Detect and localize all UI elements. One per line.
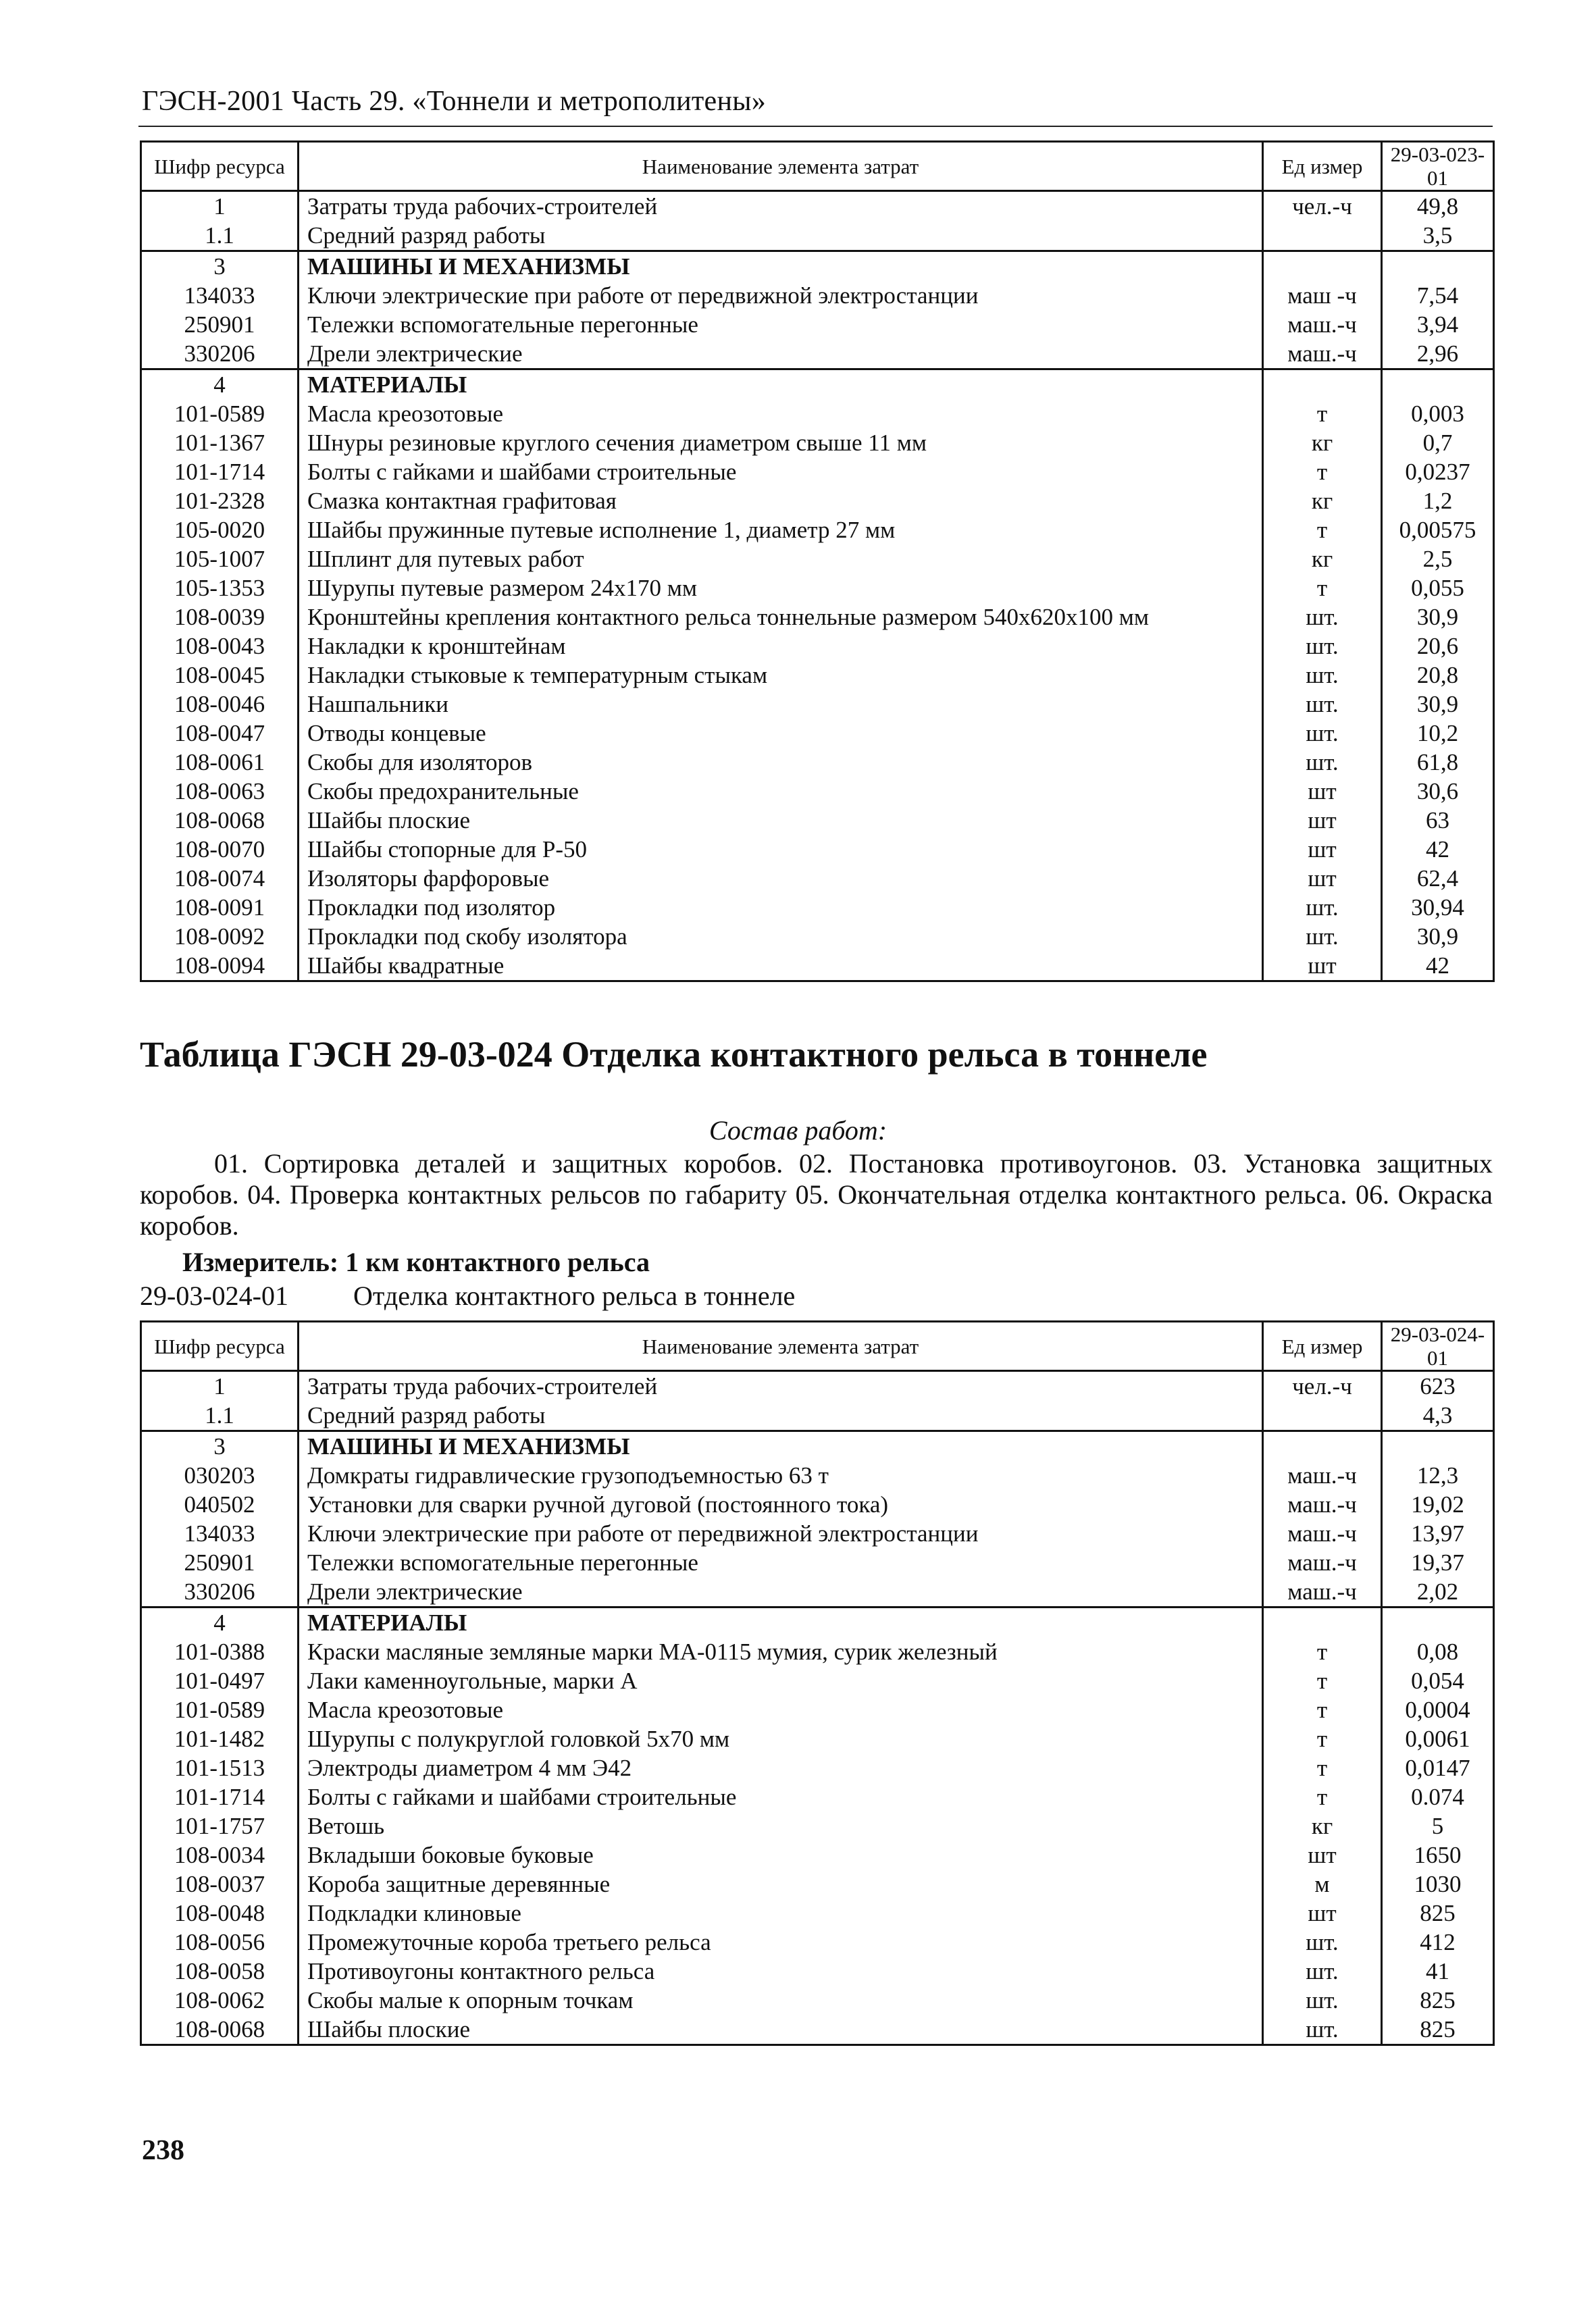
column-header-name: Наименование элемента затрат xyxy=(299,142,1263,191)
resource-norm xyxy=(1382,1608,1494,1638)
resource-norm: 825 xyxy=(1382,2015,1494,2045)
resource-norm: 42 xyxy=(1382,951,1494,981)
resource-code: 108-0056 xyxy=(141,1928,299,1957)
table-row xyxy=(141,951,1494,981)
resource-unit: шт. xyxy=(1263,602,1382,632)
resource-norm: 4,3 xyxy=(1382,1401,1494,1431)
resource-name: Ветошь xyxy=(299,1811,1263,1841)
resource-name: Смазка контактная графитовая xyxy=(299,486,1263,515)
resource-norm: 5 xyxy=(1382,1811,1494,1841)
column-header-code: Шифр ресурса xyxy=(141,1322,299,1371)
resource-norm: 623 xyxy=(1382,1371,1494,1402)
resource-unit: маш.-ч xyxy=(1263,339,1382,369)
resource-norm: 0,0147 xyxy=(1382,1753,1494,1782)
table-row xyxy=(141,1870,1494,1899)
resource-unit: шт. xyxy=(1263,1928,1382,1957)
resource-name: Болты с гайками и шайбами строительные xyxy=(299,457,1263,486)
resource-code: 108-0070 xyxy=(141,835,299,864)
resource-name: Подкладки клиновые xyxy=(299,1899,1263,1928)
resource-code: 101-2328 xyxy=(141,486,299,515)
column-header-name: Наименование элемента затрат xyxy=(299,1322,1263,1371)
resource-name: Средний разряд работы xyxy=(299,221,1263,251)
resource-norm: 0,08 xyxy=(1382,1637,1494,1666)
resource-code: 108-0094 xyxy=(141,951,299,981)
resource-unit: шт xyxy=(1263,806,1382,835)
resource-norm: 0,0061 xyxy=(1382,1724,1494,1753)
resource-norm: 412 xyxy=(1382,1928,1494,1957)
resource-norm: 0,054 xyxy=(1382,1666,1494,1695)
resource-norm: 20,8 xyxy=(1382,661,1494,690)
table-row xyxy=(141,544,1494,573)
resource-name: МАШИНЫ И МЕХАНИЗМЫ xyxy=(299,251,1263,282)
resource-unit: шт. xyxy=(1263,748,1382,777)
resource-unit: кг xyxy=(1263,544,1382,573)
resource-norm: 0,055 xyxy=(1382,573,1494,602)
table-row xyxy=(141,1371,1494,1402)
resource-norm: 12,3 xyxy=(1382,1461,1494,1490)
resource-code: 330206 xyxy=(141,1577,299,1608)
table-row xyxy=(141,1811,1494,1841)
resource-code: 134033 xyxy=(141,281,299,310)
table-row xyxy=(141,1782,1494,1811)
resource-name: Прокладки под изолятор xyxy=(299,893,1263,922)
resource-norm: 30,9 xyxy=(1382,922,1494,951)
column-header-norm: 29-03-023-01 xyxy=(1382,142,1494,191)
resource-code: 108-0034 xyxy=(141,1841,299,1870)
resource-unit: т xyxy=(1263,1724,1382,1753)
resource-unit: шт xyxy=(1263,864,1382,893)
resource-unit: маш.-ч xyxy=(1263,1461,1382,1490)
resource-code: 4 xyxy=(141,1608,299,1638)
resource-unit xyxy=(1263,1431,1382,1462)
resource-norm: 825 xyxy=(1382,1986,1494,2015)
table-row xyxy=(141,1957,1494,1986)
table-header-row xyxy=(141,1322,1494,1371)
resource-name: Тележки вспомогательные перегонные xyxy=(299,1548,1263,1577)
resource-name: МАШИНЫ И МЕХАНИЗМЫ xyxy=(299,1431,1263,1462)
resource-norm: 1650 xyxy=(1382,1841,1494,1870)
resource-code: 108-0074 xyxy=(141,864,299,893)
resource-name: Ключи электрические при работе от передвижной электростанции xyxy=(299,281,1263,310)
table-row xyxy=(141,1577,1494,1608)
table-row xyxy=(141,1724,1494,1753)
resource-unit: маш.-ч xyxy=(1263,310,1382,339)
resource-unit: шт xyxy=(1263,1899,1382,1928)
resource-unit: шт. xyxy=(1263,1957,1382,1986)
resource-unit: шт. xyxy=(1263,719,1382,748)
resource-unit: т xyxy=(1263,457,1382,486)
table-row xyxy=(141,835,1494,864)
resource-norm: 2,5 xyxy=(1382,544,1494,573)
resource-norm: 1030 xyxy=(1382,1870,1494,1899)
table-row xyxy=(141,281,1494,310)
table-row xyxy=(141,486,1494,515)
resource-code: 108-0045 xyxy=(141,661,299,690)
table-header-row xyxy=(141,142,1494,191)
table-row xyxy=(141,1753,1494,1782)
resource-norm: 20,6 xyxy=(1382,632,1494,661)
resource-name: Масла креозотовые xyxy=(299,1695,1263,1724)
resource-code: 108-0092 xyxy=(141,922,299,951)
table-row xyxy=(141,893,1494,922)
table-row xyxy=(141,1431,1494,1462)
resource-code: 1 xyxy=(141,1371,299,1402)
resource-name: Дрели электрические xyxy=(299,1577,1263,1608)
resource-unit: т xyxy=(1263,573,1382,602)
resource-name: Шайбы плоские xyxy=(299,806,1263,835)
table-row xyxy=(141,1928,1494,1957)
resource-code: 101-1482 xyxy=(141,1724,299,1753)
table-row xyxy=(141,191,1494,222)
table-row xyxy=(141,922,1494,951)
resource-unit: чел.-ч xyxy=(1263,1371,1382,1402)
composition-heading: Состав работ: xyxy=(709,1115,887,1146)
resource-code: 250901 xyxy=(141,1548,299,1577)
table-row xyxy=(141,602,1494,632)
table-row xyxy=(141,1899,1494,1928)
resource-name: Промежуточные короба третьего рельса xyxy=(299,1928,1263,1957)
table-row xyxy=(141,632,1494,661)
column-header-code: Шифр ресурса xyxy=(141,142,299,191)
table-row xyxy=(141,310,1494,339)
resource-name: Шайбы плоские xyxy=(299,2015,1263,2045)
resource-name: МАТЕРИАЛЫ xyxy=(299,1608,1263,1638)
page-header: ГЭСН-2001 Часть 29. «Тоннели и метрополитены» xyxy=(142,86,767,117)
resource-name: Скобы предохранительные xyxy=(299,777,1263,806)
resource-code: 4 xyxy=(141,369,299,400)
resource-unit: м xyxy=(1263,1870,1382,1899)
table-row xyxy=(141,777,1494,806)
resource-code: 108-0091 xyxy=(141,893,299,922)
composition-text: 01. Сортировка деталей и защитных коробов. 02. Постановка противоугонов. 03. Установка защитных коробов. 04. Проверка контактных рельсов по габариту 05. Окончательная отделка контактного рельса. 06. Окраска коробов. xyxy=(140,1148,1493,1241)
resource-unit: т xyxy=(1263,1782,1382,1811)
resource-norm: 0,0004 xyxy=(1382,1695,1494,1724)
resource-unit: шт xyxy=(1263,1841,1382,1870)
resource-norm: 13,97 xyxy=(1382,1519,1494,1548)
table-row xyxy=(141,1519,1494,1548)
resource-code: 101-0589 xyxy=(141,1695,299,1724)
resource-norm: 30,9 xyxy=(1382,690,1494,719)
resource-unit: шт. xyxy=(1263,690,1382,719)
resource-name: Шайбы пружинные путевые исполнение 1, диаметр 27 мм xyxy=(299,515,1263,544)
table-row xyxy=(141,251,1494,282)
table-row xyxy=(141,1608,1494,1638)
resource-norm xyxy=(1382,1431,1494,1462)
resource-code: 108-0046 xyxy=(141,690,299,719)
table-row xyxy=(141,2015,1494,2045)
resource-name: Кронштейны крепления контактного рельса тоннельные размером 540х620х100 мм xyxy=(299,602,1263,632)
resource-code: 1 xyxy=(141,191,299,222)
table-row xyxy=(141,1637,1494,1666)
resource-unit: шт. xyxy=(1263,661,1382,690)
resource-norm: 1,2 xyxy=(1382,486,1494,515)
resource-name: Накладки стыковые к температурным стыкам xyxy=(299,661,1263,690)
resource-name: Болты с гайками и шайбами строительные xyxy=(299,1782,1263,1811)
resource-name: Электроды диаметром 4 мм Э42 xyxy=(299,1753,1263,1782)
resource-norm: 63 xyxy=(1382,806,1494,835)
resource-norm: 19,37 xyxy=(1382,1548,1494,1577)
table-row xyxy=(141,457,1494,486)
resource-name: Короба защитные деревянные xyxy=(299,1870,1263,1899)
table-row xyxy=(141,1401,1494,1431)
table-row xyxy=(141,719,1494,748)
table-row xyxy=(141,1490,1494,1519)
resource-code: 250901 xyxy=(141,310,299,339)
resource-name: Противоугоны контактного рельса xyxy=(299,1957,1263,1986)
table-row xyxy=(141,369,1494,400)
resource-code: 134033 xyxy=(141,1519,299,1548)
resource-norm: 0,7 xyxy=(1382,428,1494,457)
resource-code: 040502 xyxy=(141,1490,299,1519)
resource-code: 108-0048 xyxy=(141,1899,299,1928)
resource-code: 3 xyxy=(141,1431,299,1462)
resource-norm: 30,6 xyxy=(1382,777,1494,806)
resource-norm: 2,02 xyxy=(1382,1577,1494,1608)
resource-norm: 0,00575 xyxy=(1382,515,1494,544)
resource-norm: 0,003 xyxy=(1382,399,1494,428)
table-row xyxy=(141,1986,1494,2015)
resource-code: 108-0068 xyxy=(141,806,299,835)
resource-name: Затраты труда рабочих-строителей xyxy=(299,1371,1263,1402)
resource-code: 108-0062 xyxy=(141,1986,299,2015)
resource-norm: 0,0237 xyxy=(1382,457,1494,486)
resource-code: 030203 xyxy=(141,1461,299,1490)
table-row xyxy=(141,399,1494,428)
resource-unit: шт. xyxy=(1263,922,1382,951)
resource-code: 108-0058 xyxy=(141,1957,299,1986)
resource-name: Тележки вспомогательные перегонные xyxy=(299,310,1263,339)
resource-name: Изоляторы фарфоровые xyxy=(299,864,1263,893)
table-row xyxy=(141,806,1494,835)
resource-code: 108-0037 xyxy=(141,1870,299,1899)
table-body xyxy=(141,191,1494,981)
resource-name: Установки для сварки ручной дуговой (постоянного тока) xyxy=(299,1490,1263,1519)
resource-unit: шт xyxy=(1263,951,1382,981)
table-row xyxy=(141,1695,1494,1724)
resource-unit xyxy=(1263,369,1382,400)
resource-unit: маш.-ч xyxy=(1263,1577,1382,1608)
resource-unit: маш.-ч xyxy=(1263,1490,1382,1519)
resource-name: Шурупы путевые размером 24х170 мм xyxy=(299,573,1263,602)
table-body xyxy=(141,1371,1494,2045)
resource-norm: 49,8 xyxy=(1382,191,1494,222)
page-number: 238 xyxy=(142,2135,184,2166)
resource-name: Средний разряд работы xyxy=(299,1401,1263,1431)
resource-name: Шплинт для путевых работ xyxy=(299,544,1263,573)
norm-reference xyxy=(140,1280,795,1312)
table-row xyxy=(141,748,1494,777)
resource-code: 101-1757 xyxy=(141,1811,299,1841)
table-row xyxy=(141,428,1494,457)
resource-norm: 61,8 xyxy=(1382,748,1494,777)
resource-code: 1.1 xyxy=(141,221,299,251)
norm-name: Отделка контактного рельса в тоннеле xyxy=(353,1281,796,1311)
resource-code: 3 xyxy=(141,251,299,282)
section-title: Таблица ГЭСН 29-03-024 Отделка контактного рельса в тоннеле xyxy=(140,1034,1208,1075)
resource-name: МАТЕРИАЛЫ xyxy=(299,369,1263,400)
resource-code: 108-0047 xyxy=(141,719,299,748)
resource-name: Затраты труда рабочих-строителей xyxy=(299,191,1263,222)
resource-norm: 3,5 xyxy=(1382,221,1494,251)
resource-unit: т xyxy=(1263,515,1382,544)
column-header-unit: Ед измер xyxy=(1263,1322,1382,1371)
resource-code: 330206 xyxy=(141,339,299,369)
resource-code: 101-1513 xyxy=(141,1753,299,1782)
norm-code: 29-03-024-01 xyxy=(140,1281,288,1311)
resource-norm: 7,54 xyxy=(1382,281,1494,310)
resource-unit: маш.-ч xyxy=(1263,1548,1382,1577)
resource-unit: шт. xyxy=(1263,632,1382,661)
resource-code: 108-0068 xyxy=(141,2015,299,2045)
resource-name: Шурупы с полукруглой головкой 5х70 мм xyxy=(299,1724,1263,1753)
resource-name: Прокладки под скобу изолятора xyxy=(299,922,1263,951)
column-header-unit: Ед измер xyxy=(1263,142,1382,191)
resource-norm: 825 xyxy=(1382,1899,1494,1928)
resource-unit xyxy=(1263,221,1382,251)
resource-code: 108-0061 xyxy=(141,748,299,777)
resource-name: Отводы концевые xyxy=(299,719,1263,748)
resource-name: Шайбы стопорные для Р-50 xyxy=(299,835,1263,864)
resource-code: 108-0063 xyxy=(141,777,299,806)
resource-unit: т xyxy=(1263,1666,1382,1695)
resource-code: 105-1007 xyxy=(141,544,299,573)
resource-code: 101-0388 xyxy=(141,1637,299,1666)
resource-unit xyxy=(1263,251,1382,282)
resource-norm: 3,94 xyxy=(1382,310,1494,339)
resource-table-024 xyxy=(140,1320,1495,2046)
resource-code: 101-1714 xyxy=(141,1782,299,1811)
table-row xyxy=(141,1841,1494,1870)
resource-norm: 0.074 xyxy=(1382,1782,1494,1811)
resource-name: Краски масляные земляные марки МА-0115 мумия, сурик железный xyxy=(299,1637,1263,1666)
resource-unit: т xyxy=(1263,1753,1382,1782)
header-divider xyxy=(138,126,1493,127)
resource-norm: 41 xyxy=(1382,1957,1494,1986)
resource-name: Ключи электрические при работе от передвижной электростанции xyxy=(299,1519,1263,1548)
table-row xyxy=(141,690,1494,719)
resource-code: 1.1 xyxy=(141,1401,299,1431)
resource-code: 101-0497 xyxy=(141,1666,299,1695)
resource-name: Масла креозотовые xyxy=(299,399,1263,428)
table-row xyxy=(141,1461,1494,1490)
resource-code: 108-0039 xyxy=(141,602,299,632)
resource-unit: шт xyxy=(1263,835,1382,864)
resource-unit: т xyxy=(1263,1695,1382,1724)
resource-name: Домкраты гидравлические грузоподъемностью 63 т xyxy=(299,1461,1263,1490)
resource-norm: 30,9 xyxy=(1382,602,1494,632)
resource-unit: маш -ч xyxy=(1263,281,1382,310)
resource-unit: кг xyxy=(1263,428,1382,457)
meter-line: Измеритель: 1 км контактного рельса xyxy=(182,1247,650,1277)
resource-name: Шайбы квадратные xyxy=(299,951,1263,981)
resource-unit: маш.-ч xyxy=(1263,1519,1382,1548)
resource-code: 101-1367 xyxy=(141,428,299,457)
table-row xyxy=(141,661,1494,690)
resource-norm: 42 xyxy=(1382,835,1494,864)
table-row xyxy=(141,573,1494,602)
table-row xyxy=(141,515,1494,544)
resource-code: 101-1714 xyxy=(141,457,299,486)
resource-norm: 62,4 xyxy=(1382,864,1494,893)
resource-unit: кг xyxy=(1263,486,1382,515)
resource-code: 108-0043 xyxy=(141,632,299,661)
resource-table-023 xyxy=(140,140,1495,982)
resource-unit: т xyxy=(1263,1637,1382,1666)
resource-norm: 30,94 xyxy=(1382,893,1494,922)
resource-name: Лаки каменноугольные, марки А xyxy=(299,1666,1263,1695)
table-row xyxy=(141,1548,1494,1577)
resource-name: Скобы для изоляторов xyxy=(299,748,1263,777)
resource-name: Накладки к кронштейнам xyxy=(299,632,1263,661)
table-row xyxy=(141,864,1494,893)
resource-unit xyxy=(1263,1401,1382,1431)
resource-unit: кг xyxy=(1263,1811,1382,1841)
table-row xyxy=(141,339,1494,369)
resource-unit: чел.-ч xyxy=(1263,191,1382,222)
resource-unit xyxy=(1263,1608,1382,1638)
resource-name: Скобы малые к опорным точкам xyxy=(299,1986,1263,2015)
resource-name: Нашпальники xyxy=(299,690,1263,719)
resource-code: 105-0020 xyxy=(141,515,299,544)
resource-norm: 10,2 xyxy=(1382,719,1494,748)
resource-norm xyxy=(1382,251,1494,282)
resource-name: Вкладыши боковые буковые xyxy=(299,1841,1263,1870)
column-header-norm: 29-03-024-01 xyxy=(1382,1322,1494,1371)
resource-unit: шт xyxy=(1263,777,1382,806)
resource-code: 105-1353 xyxy=(141,573,299,602)
table-row xyxy=(141,221,1494,251)
resource-name: Дрели электрические xyxy=(299,339,1263,369)
resource-unit: т xyxy=(1263,399,1382,428)
resource-unit: шт. xyxy=(1263,1986,1382,2015)
resource-norm xyxy=(1382,369,1494,400)
resource-norm: 2,96 xyxy=(1382,339,1494,369)
table-row xyxy=(141,1666,1494,1695)
resource-unit: шт. xyxy=(1263,2015,1382,2045)
resource-code: 101-0589 xyxy=(141,399,299,428)
resource-name: Шнуры резиновые круглого сечения диаметром свыше 11 мм xyxy=(299,428,1263,457)
resource-norm: 19,02 xyxy=(1382,1490,1494,1519)
resource-unit: шт. xyxy=(1263,893,1382,922)
